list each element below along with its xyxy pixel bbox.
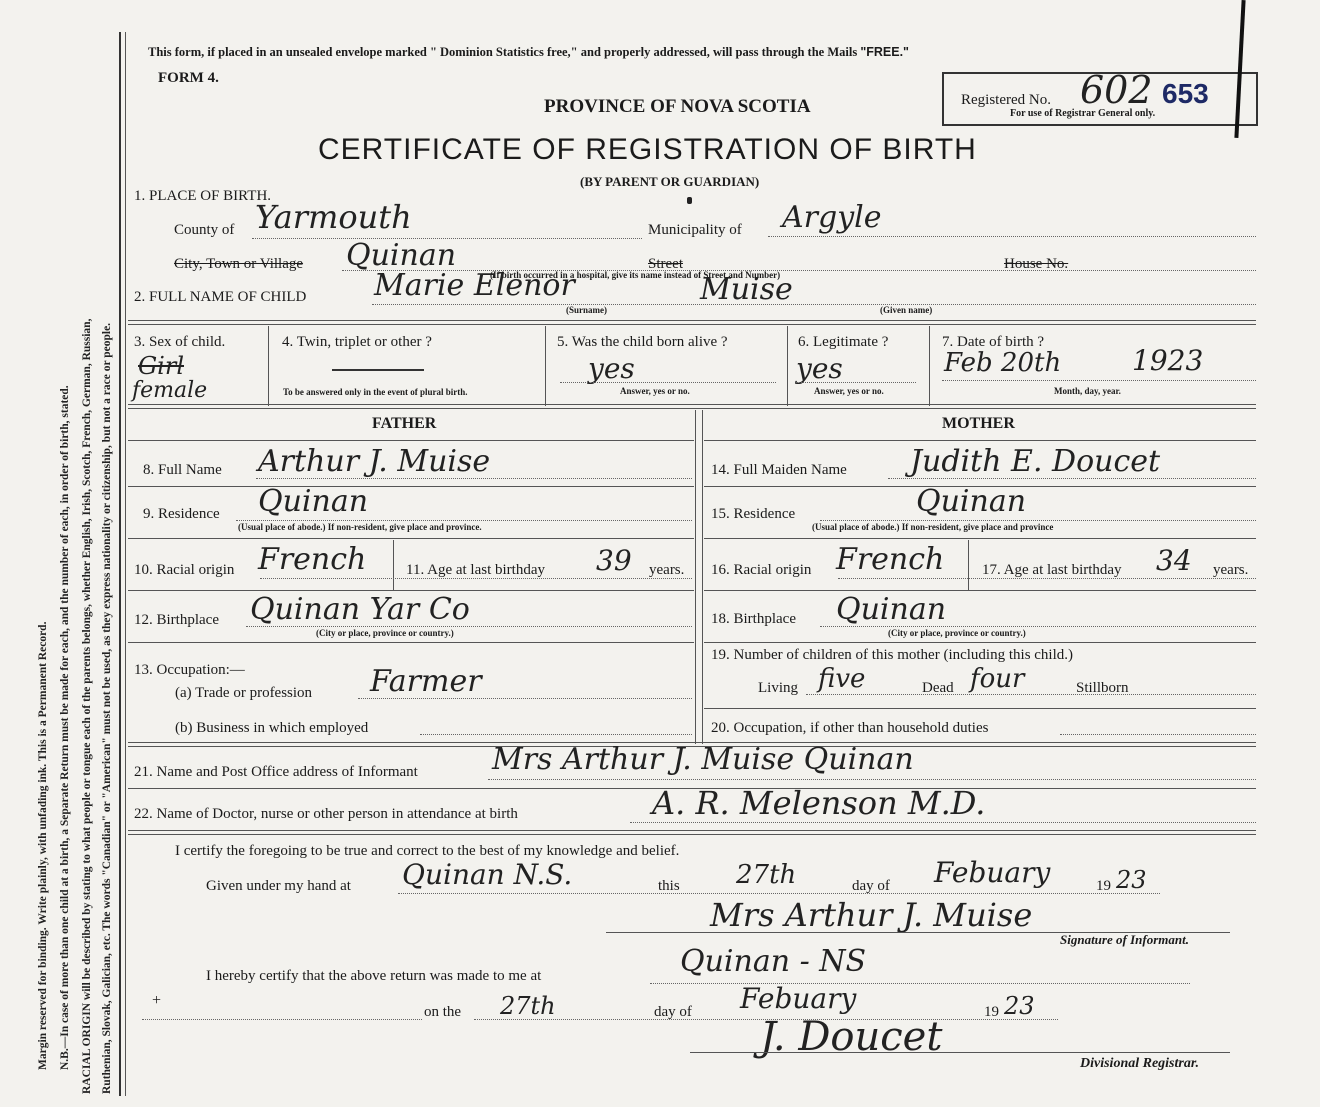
col-divider-3 [787,326,788,406]
mother-name-value: Judith E. Doucet [910,444,1161,479]
legit-value: yes [796,352,843,385]
alive-value: yes [588,352,635,385]
col-divider-2 [545,326,546,406]
alive-line [560,382,776,383]
house-label: House No. [1004,256,1069,272]
day-of-label: day of [852,878,890,894]
margin-note-multiple-births: N.B.—In case of more than one child at a birth, a Separate Return must be made for each, and the number of each, in order of birth, stated. [59,385,71,1070]
registrar-signature-line [690,1052,1230,1053]
doctor-value: A. R. Melenson M.D. [652,784,986,822]
child-given-value: Marie Elenor [374,268,575,303]
sex-label: 3. Sex of child. [134,334,226,350]
month-value: Febuary [934,856,1051,889]
rule-after-name-2 [128,324,1256,325]
father-heading-rule [128,440,694,441]
rule-after-row3 [128,404,1256,405]
registrar-place: Quinan - NS [680,944,867,979]
mother-res-note: (Usual place of abode.) If non-resident, give place and province [812,522,1054,532]
parents-divider [695,410,696,744]
reg-year-value: 23 [1004,992,1035,1020]
reg-day-of-label: day of [654,1004,692,1020]
mother-racial-divider [968,540,969,590]
mother-row15-rule [704,538,1256,539]
father-age-label: 11. Age at last birthday [406,562,545,578]
father-occ-label: 13. Occupation:— [134,662,245,678]
form-number: FORM 4. [158,70,219,86]
margin-note-binding: Margin reserved for binding. Write plainly, with unfading ink. This is a Permanent Record. [37,621,49,1070]
informant-value: Mrs Arthur J. Muise Quinan [492,742,914,777]
mother-racial-value: French [836,542,945,577]
mother-living-value: five [818,664,866,694]
registration-box [942,68,1258,126]
rule-after-doctor [128,830,1256,831]
binding-rule-inner [125,32,126,1096]
father-racial-divider [393,540,394,590]
certificate-subtitle: (BY PARENT OR GUARDIAN) [580,174,760,189]
dob-note: Month, day, year. [1054,386,1121,396]
rule-after-name [128,320,1256,321]
informant-line [488,779,1256,780]
registered-handwritten: 602 [1080,68,1153,112]
father-birthplace-note: (City or place, province or country.) [316,628,454,638]
place-heading: 1. PLACE OF BIRTH. [134,188,272,204]
father-business-label: (b) Business in which employed [175,720,369,736]
col-divider-4 [929,326,930,406]
mother-age-label: 17. Age at last birthday [982,562,1122,578]
on-the-label: on the [424,1004,462,1020]
mother-racial-line [838,578,1256,579]
mother-age-value: 34 [1156,544,1192,577]
mother-heading: MOTHER [942,415,1015,432]
street-label: Street [648,256,683,272]
father-row9-rule [128,538,694,539]
given-line [398,893,1160,894]
reg-year-prefix: 19 [984,1004,999,1020]
registrar-note: For use of Registrar General only. [1010,108,1156,119]
father-res-line [236,520,692,521]
father-racial-value: French [258,542,367,577]
county-label: County of [174,222,235,238]
informant-signature: Mrs Arthur J. Muise [710,896,1033,934]
mother-birthplace-label: 18. Birthplace [711,611,796,627]
rule-after-row3-2 [128,408,1256,409]
reg-day-value: 27th [500,992,556,1020]
mother-children-line [806,694,1256,695]
city-label: City, Town or Village [174,256,304,272]
hospital-note: (If birth occurred in a hospital, give its name instead of Street and Number) [490,270,781,280]
father-birthplace-line [246,626,692,627]
registrar-caption: Divisional Registrar. [1080,1056,1200,1071]
twin-note: To be answered only in the event of plural birth. [283,387,468,397]
registrar-place-line [650,983,1190,984]
binding-rule [119,32,121,1096]
col-divider-1 [268,326,269,406]
father-trade-line [358,698,692,699]
mother-age-unit: years. [1213,562,1249,578]
father-res-note: (Usual place of abode.) If non-resident, give place and province. [238,522,482,532]
reg-month-value: Febuary [740,982,857,1015]
mother-row18-rule [704,642,1256,643]
sex-value: female [132,378,208,403]
dob-label: 7. Date of birth ? [942,334,1045,350]
father-age-value: 39 [596,544,632,577]
mother-occupation-label: 20. Occupation, if other than household duties [711,720,989,736]
father-racial-line [260,578,692,579]
registrar-date-line-left [142,1019,422,1020]
surname-caption: (Surname) [566,305,607,315]
father-row12-rule [128,642,694,643]
legit-line [796,382,916,383]
mother-res-value: Quinan [916,484,1027,519]
father-heading: FATHER [372,415,437,432]
informant-label: 21. Name and Post Office address of Informant [134,764,418,780]
mother-row19-rule [704,708,1256,709]
parents-divider-2 [702,410,703,744]
sex-struck-value: Girl [138,352,184,380]
twin-label: 4. Twin, triplet or other ? [282,334,432,350]
informant-caption: Signature of Informant. [1060,932,1189,947]
city-value: Quinan [346,238,457,273]
mother-res-line [820,520,1256,521]
postal-note [148,45,909,60]
county-value: Yarmouth [255,198,412,236]
mother-children-label: 19. Number of children of this mother (including this child.) [711,647,1074,663]
mother-res-label: 15. Residence [711,506,796,522]
father-birthplace-label: 12. Birthplace [134,612,219,628]
mother-birthplace-line [820,626,1256,627]
postal-free-text: "FREE." [860,45,909,59]
mother-stillborn-label: Stillborn [1076,680,1129,696]
mother-heading-rule [704,440,1256,441]
doctor-line [630,822,1256,823]
province-heading: PROVINCE OF NOVA SCOTIA [544,96,811,117]
mother-racial-label: 16. Racial origin [711,562,812,578]
twin-answer-line [332,369,424,371]
year-prefix: 19 [1096,878,1111,894]
given-caption: (Given name) [880,305,933,315]
given-place: Quinan N.S. [402,858,573,891]
municipality-value: Argyle [782,200,882,235]
day-value: 27th [736,860,797,890]
mother-row16-rule [704,590,1256,591]
registered-label: Registered No. [961,92,1051,108]
cross-mark: + [152,992,162,1009]
title-dot [687,197,692,204]
mother-occupation-line [1060,734,1256,735]
father-trade-label: (a) Trade or profession [175,685,313,701]
certificate-title: CERTIFICATE OF REGISTRATION OF BIRTH [318,133,977,166]
father-birthplace-value: Quinan Yar Co [250,592,470,627]
mother-name-line [888,478,1256,479]
margin-note-racial-origin-2: Ruthenian, Slovak, Galician, etc. The words "Canadian" or "American" must not be used, as they express nationality or citizenship, but not a race or people. [101,322,113,1094]
child-name-label: 2. FULL NAME OF CHILD [134,289,307,305]
child-name-line [372,304,1256,305]
father-row10-rule [128,590,694,591]
father-racial-label: 10. Racial origin [134,562,235,578]
father-res-label: 9. Residence [143,506,220,522]
registrar-signature: J. Doucet [760,1014,943,1060]
legit-label: 6. Legitimate ? [798,334,889,350]
father-age-unit: years. [649,562,685,578]
mother-name-label: 14. Full Maiden Name [711,462,847,478]
certify-statement: I certify the foregoing to be true and correct to the best of my knowledge and belief. [175,843,680,859]
margin-note-racial-origin: RACIAL ORIGIN will be described by stating to what people or tongue each of the parents belongs, whether English, Irish, Scotch, French, German, Russian, [81,318,93,1094]
father-business-line [420,734,692,735]
rule-after-doctor-2 [128,834,1256,835]
father-name-line [256,478,692,479]
dob-line [942,380,1256,381]
year-value: 23 [1116,866,1147,894]
registered-stamp: 653 [1162,78,1209,109]
mother-dead-value: four [970,664,1025,694]
father-row8-rule [128,486,694,487]
municipality-label: Municipality of [648,222,742,238]
registrar-statement: I hereby certify that the above return was made to me at [206,968,542,984]
father-trade-value: Farmer [370,664,482,699]
legit-note: Answer, yes or no. [814,386,884,396]
father-res-value: Quinan [258,484,369,519]
dob-value: Feb 20th [944,348,1062,378]
father-name-label: 8. Full Name [143,462,222,478]
mother-living-label: Living [758,680,798,696]
mother-birthplace-note: (City or place, province or country.) [888,628,1026,638]
father-name-value: Arthur J. Muise [258,444,491,479]
mother-dead-label: Dead [922,680,954,696]
municipality-line [768,236,1256,237]
alive-label: 5. Was the child born alive ? [557,334,728,350]
mother-birthplace-value: Quinan [836,592,947,627]
doctor-label: 22. Name of Doctor, nurse or other person in attendance at birth [134,806,518,822]
alive-note: Answer, yes or no. [620,386,690,396]
given-label: Given under my hand at [206,878,351,894]
dob-year: 1923 [1132,344,1204,377]
this-label: this [658,878,680,894]
postal-note-text: This form, if placed in an unsealed envelope marked " Dominion Statistics free," and properly addressed, will pass through the Mails [148,45,858,59]
child-surname-value: Muise [700,272,793,307]
